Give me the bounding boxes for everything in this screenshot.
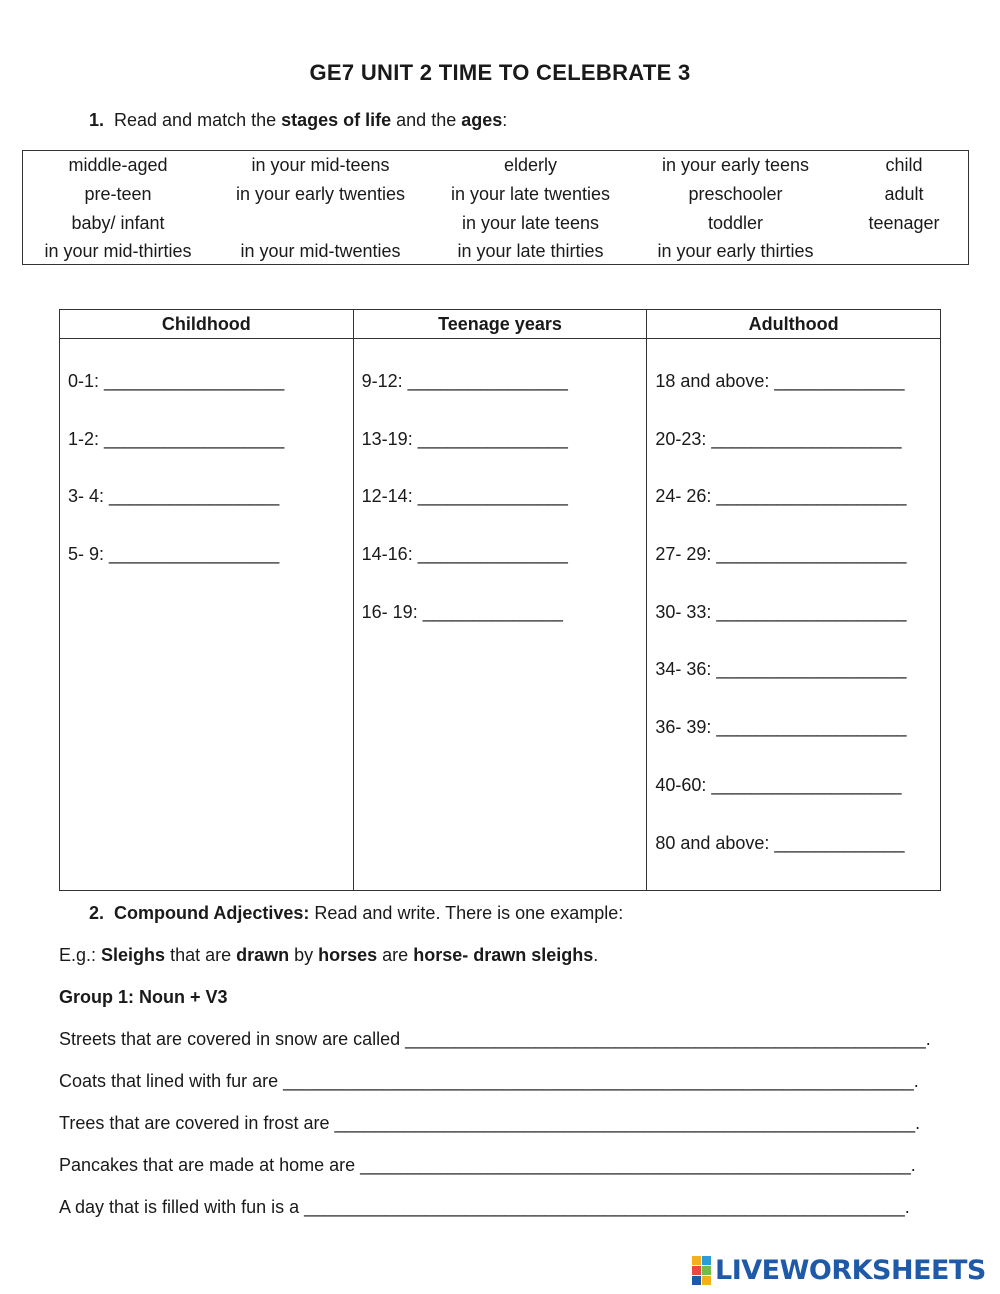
logo-text: LIVEWORKSHEETS	[715, 1254, 986, 1286]
word-bank-item: in your late thirties	[457, 241, 604, 262]
adulthood-age-blank[interactable]: 18 and above: _____________	[655, 371, 905, 391]
word-bank-item: teenager	[868, 212, 940, 233]
teenage-age-blank[interactable]: 13-19: _______________	[361, 428, 568, 449]
teenage-age-blank[interactable]: 9-12: ________________	[361, 371, 568, 391]
adulthood-age-blank[interactable]: 30- 33: ___________________	[655, 601, 907, 622]
sentence-4[interactable]: Pancakes that are made at home are _______________________________________________________.	[59, 1155, 916, 1175]
word-bank-item: child	[885, 155, 923, 175]
group-1-heading: Group 1: Noun + V3	[59, 987, 228, 1007]
logo-square	[692, 1256, 701, 1265]
teenage-age-blank[interactable]: 16- 19: ______________	[361, 601, 563, 622]
childhood-column	[60, 339, 354, 891]
sentence-3[interactable]: Trees that are covered in frost are __________________________________________________________.	[59, 1113, 921, 1133]
adulthood-age-blank[interactable]: 40-60: ___________________	[655, 774, 902, 795]
word-bank-item: toddler	[707, 212, 764, 233]
word-bank-item: preschooler	[688, 183, 783, 204]
word-bank-grid	[23, 151, 968, 266]
childhood-age-blank[interactable]: 1-2: __________________	[68, 428, 285, 449]
stages-table	[59, 309, 941, 891]
word-bank-item: in your mid-teens	[251, 155, 390, 175]
logo-square	[702, 1276, 711, 1285]
adulthood-age-blank[interactable]: 80 and above: _____________	[655, 832, 905, 853]
header-teenage-years: Teenage years	[353, 310, 647, 339]
word-bank-item: in your early teens	[661, 155, 810, 175]
word-bank-item: pre-teen	[84, 183, 152, 204]
adulthood-column	[647, 339, 941, 891]
word-bank-item: in your mid-twenties	[240, 241, 401, 262]
exercise-1-number: 1.	[89, 110, 105, 130]
header-adulthood: Adulthood	[647, 310, 941, 339]
word-bank-item: baby/ infant	[71, 212, 165, 233]
teenage-age-blank[interactable]: 14-16: _______________	[361, 544, 568, 565]
sentence-5[interactable]: A day that is filled with fun is a ____________________________________________________________.	[59, 1197, 910, 1217]
exercise-2-instruction: 2. Compound Adjectives: Read and write. There is one example:	[89, 903, 624, 923]
word-bank-item: in your early twenties	[235, 183, 406, 204]
adulthood-age-blank[interactable]: 27- 29: ___________________	[655, 544, 907, 565]
logo-mark-icon	[692, 1256, 711, 1285]
word-bank-item: elderly	[503, 155, 558, 175]
childhood-age-blank[interactable]: 3- 4: _________________	[68, 486, 280, 507]
example-sentence: E.g.: Sleighs that are drawn by horses are horse- drawn sleighs.	[59, 945, 599, 965]
teenage-age-blank[interactable]: 12-14: _______________	[361, 486, 568, 507]
exercise-2-number: 2.	[89, 903, 105, 923]
sentence-2[interactable]: Coats that lined with fur are _______________________________________________________________.	[59, 1071, 919, 1091]
logo-square	[702, 1266, 711, 1275]
header-childhood: Childhood	[60, 310, 354, 339]
logo-square	[692, 1266, 701, 1275]
page-title: GE7 UNIT 2 TIME TO CELEBRATE 3	[309, 60, 691, 85]
word-bank	[22, 150, 969, 265]
childhood-age-blank[interactable]: 5- 9: _________________	[68, 544, 280, 565]
adulthood-age-blank[interactable]: 36- 39: ___________________	[655, 717, 907, 738]
word-bank-item	[213, 209, 428, 238]
adulthood-age-blank[interactable]: 34- 36: ___________________	[655, 659, 907, 680]
teenage-column	[353, 339, 647, 891]
word-bank-item: in your mid-thirties	[44, 241, 192, 262]
logo-square	[702, 1256, 711, 1265]
adulthood-age-blank[interactable]: 20-23: ___________________	[655, 428, 902, 449]
word-bank-item: in your late twenties	[450, 183, 611, 204]
word-bank-item: in your early thirties	[657, 241, 814, 262]
word-bank-item	[838, 237, 970, 266]
adulthood-age-blank[interactable]: 24- 26: ___________________	[655, 486, 907, 507]
logo-square	[692, 1276, 701, 1285]
liveworksheets-logo	[692, 1253, 986, 1287]
word-bank-item: middle-aged	[68, 155, 168, 175]
word-bank-item: in your late teens	[461, 212, 600, 233]
childhood-age-blank[interactable]: 0-1: __________________	[68, 371, 285, 391]
sentence-1[interactable]: Streets that are covered in snow are called ____________________________________________________.	[59, 1029, 931, 1049]
word-bank-item: adult	[884, 183, 924, 204]
exercise-1-instruction: 1. Read and match the stages of life and the ages:	[89, 110, 508, 130]
